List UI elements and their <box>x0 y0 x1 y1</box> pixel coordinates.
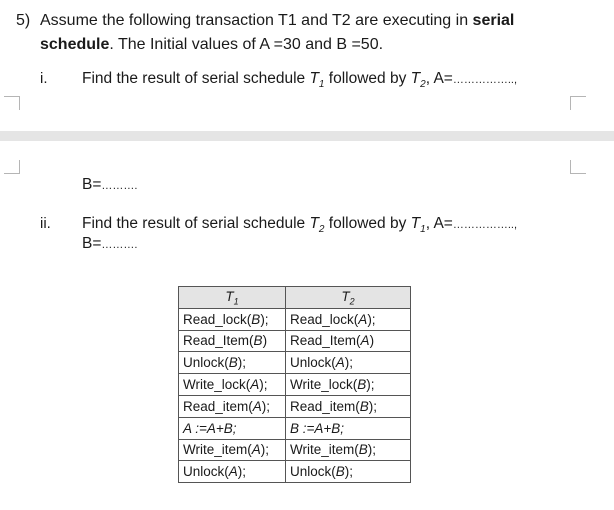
part-i-a-blank: …………….., <box>452 74 518 86</box>
part-i-prefix: Find the result of serial schedule <box>82 70 310 87</box>
schedule-table <box>178 286 411 483</box>
question-bold-serial: serial <box>472 12 515 29</box>
cell-t2: Read_item(B); <box>286 395 411 417</box>
page-corner-mark <box>4 160 20 174</box>
question-line-1-text: Assume the following transaction T1 and T2 are executing in <box>40 12 473 29</box>
table-row <box>179 461 411 483</box>
cell-t1: Read_item(A); <box>179 395 286 417</box>
part-i-mid: followed by <box>324 70 411 87</box>
table-row <box>179 395 411 417</box>
page-corner-mark <box>4 96 20 110</box>
question-number: 5) <box>16 12 31 29</box>
part-ii-t-second-sub: 1 <box>420 224 426 236</box>
part-i-t-first: T <box>309 70 319 87</box>
page-corner-mark <box>570 160 586 174</box>
cell-t2: Unlock(B); <box>286 461 411 483</box>
part-i-a-label: , A= <box>425 70 453 87</box>
question-line-2-text: . The Initial values of A =30 and B =50. <box>109 36 384 53</box>
part-i-t-first-sub: 1 <box>318 79 325 91</box>
part-ii-b-line <box>82 235 137 253</box>
question-line-2 <box>40 35 383 55</box>
cell-t1: Write_lock(A); <box>179 374 286 396</box>
part-ii-label: ii. <box>40 215 51 232</box>
table-row <box>179 330 411 352</box>
part-ii-b-label: B= <box>82 235 102 252</box>
cell-t1: Unlock(A); <box>179 461 286 483</box>
table-row <box>179 352 411 374</box>
table-row <box>179 308 411 330</box>
cell-t1: Read_Item(B) <box>179 330 286 352</box>
part-ii-mid: followed by <box>324 215 411 232</box>
table-row <box>179 417 411 439</box>
part-ii-text <box>82 215 517 235</box>
cell-t2: Read_Item(A) <box>286 330 411 352</box>
cell-t1: Read_lock(B); <box>179 308 286 330</box>
cell-t2: Read_lock(A); <box>286 308 411 330</box>
cell-t2: Unlock(A); <box>286 352 411 374</box>
table-row <box>179 374 411 396</box>
part-ii-a-blank: …………….., <box>452 219 518 231</box>
cell-t2: Write_lock(B); <box>286 374 411 396</box>
part-i-b-label: B= <box>82 176 102 193</box>
part-i-label: i. <box>40 70 48 87</box>
header-t1: $T_1$ <box>179 287 286 309</box>
part-i-t-second-sub: 2 <box>420 79 426 91</box>
page-separator <box>0 131 614 141</box>
header-t2: $T_2$ <box>286 287 411 309</box>
cell-t1: Unlock(B); <box>179 352 286 374</box>
part-ii-prefix: Find the result of serial schedule <box>82 215 310 232</box>
part-ii-a-label: , A= <box>425 215 453 232</box>
part-ii-t-second: T <box>410 215 421 232</box>
table-header-row <box>179 287 411 309</box>
cell-t1: A :=A+B; <box>179 417 286 439</box>
part-ii-t-first: T <box>309 215 319 232</box>
question-line-1 <box>40 11 514 31</box>
table-body <box>179 308 411 482</box>
part-i-b-blank: ………. <box>101 180 138 192</box>
part-i-t-second: T <box>410 70 421 87</box>
part-i-b-line <box>82 176 137 194</box>
part-ii-b-blank: ………. <box>101 239 138 251</box>
question-bold-schedule: schedule <box>40 36 110 53</box>
cell-t2: Write_item(B); <box>286 439 411 461</box>
part-ii-t-first-sub: 2 <box>318 224 325 236</box>
page-corner-mark <box>570 96 586 110</box>
cell-t1: Write_item(A); <box>179 439 286 461</box>
table-row <box>179 439 411 461</box>
cell-t2: B :=A+B; <box>286 417 411 439</box>
part-i-text <box>82 70 517 90</box>
